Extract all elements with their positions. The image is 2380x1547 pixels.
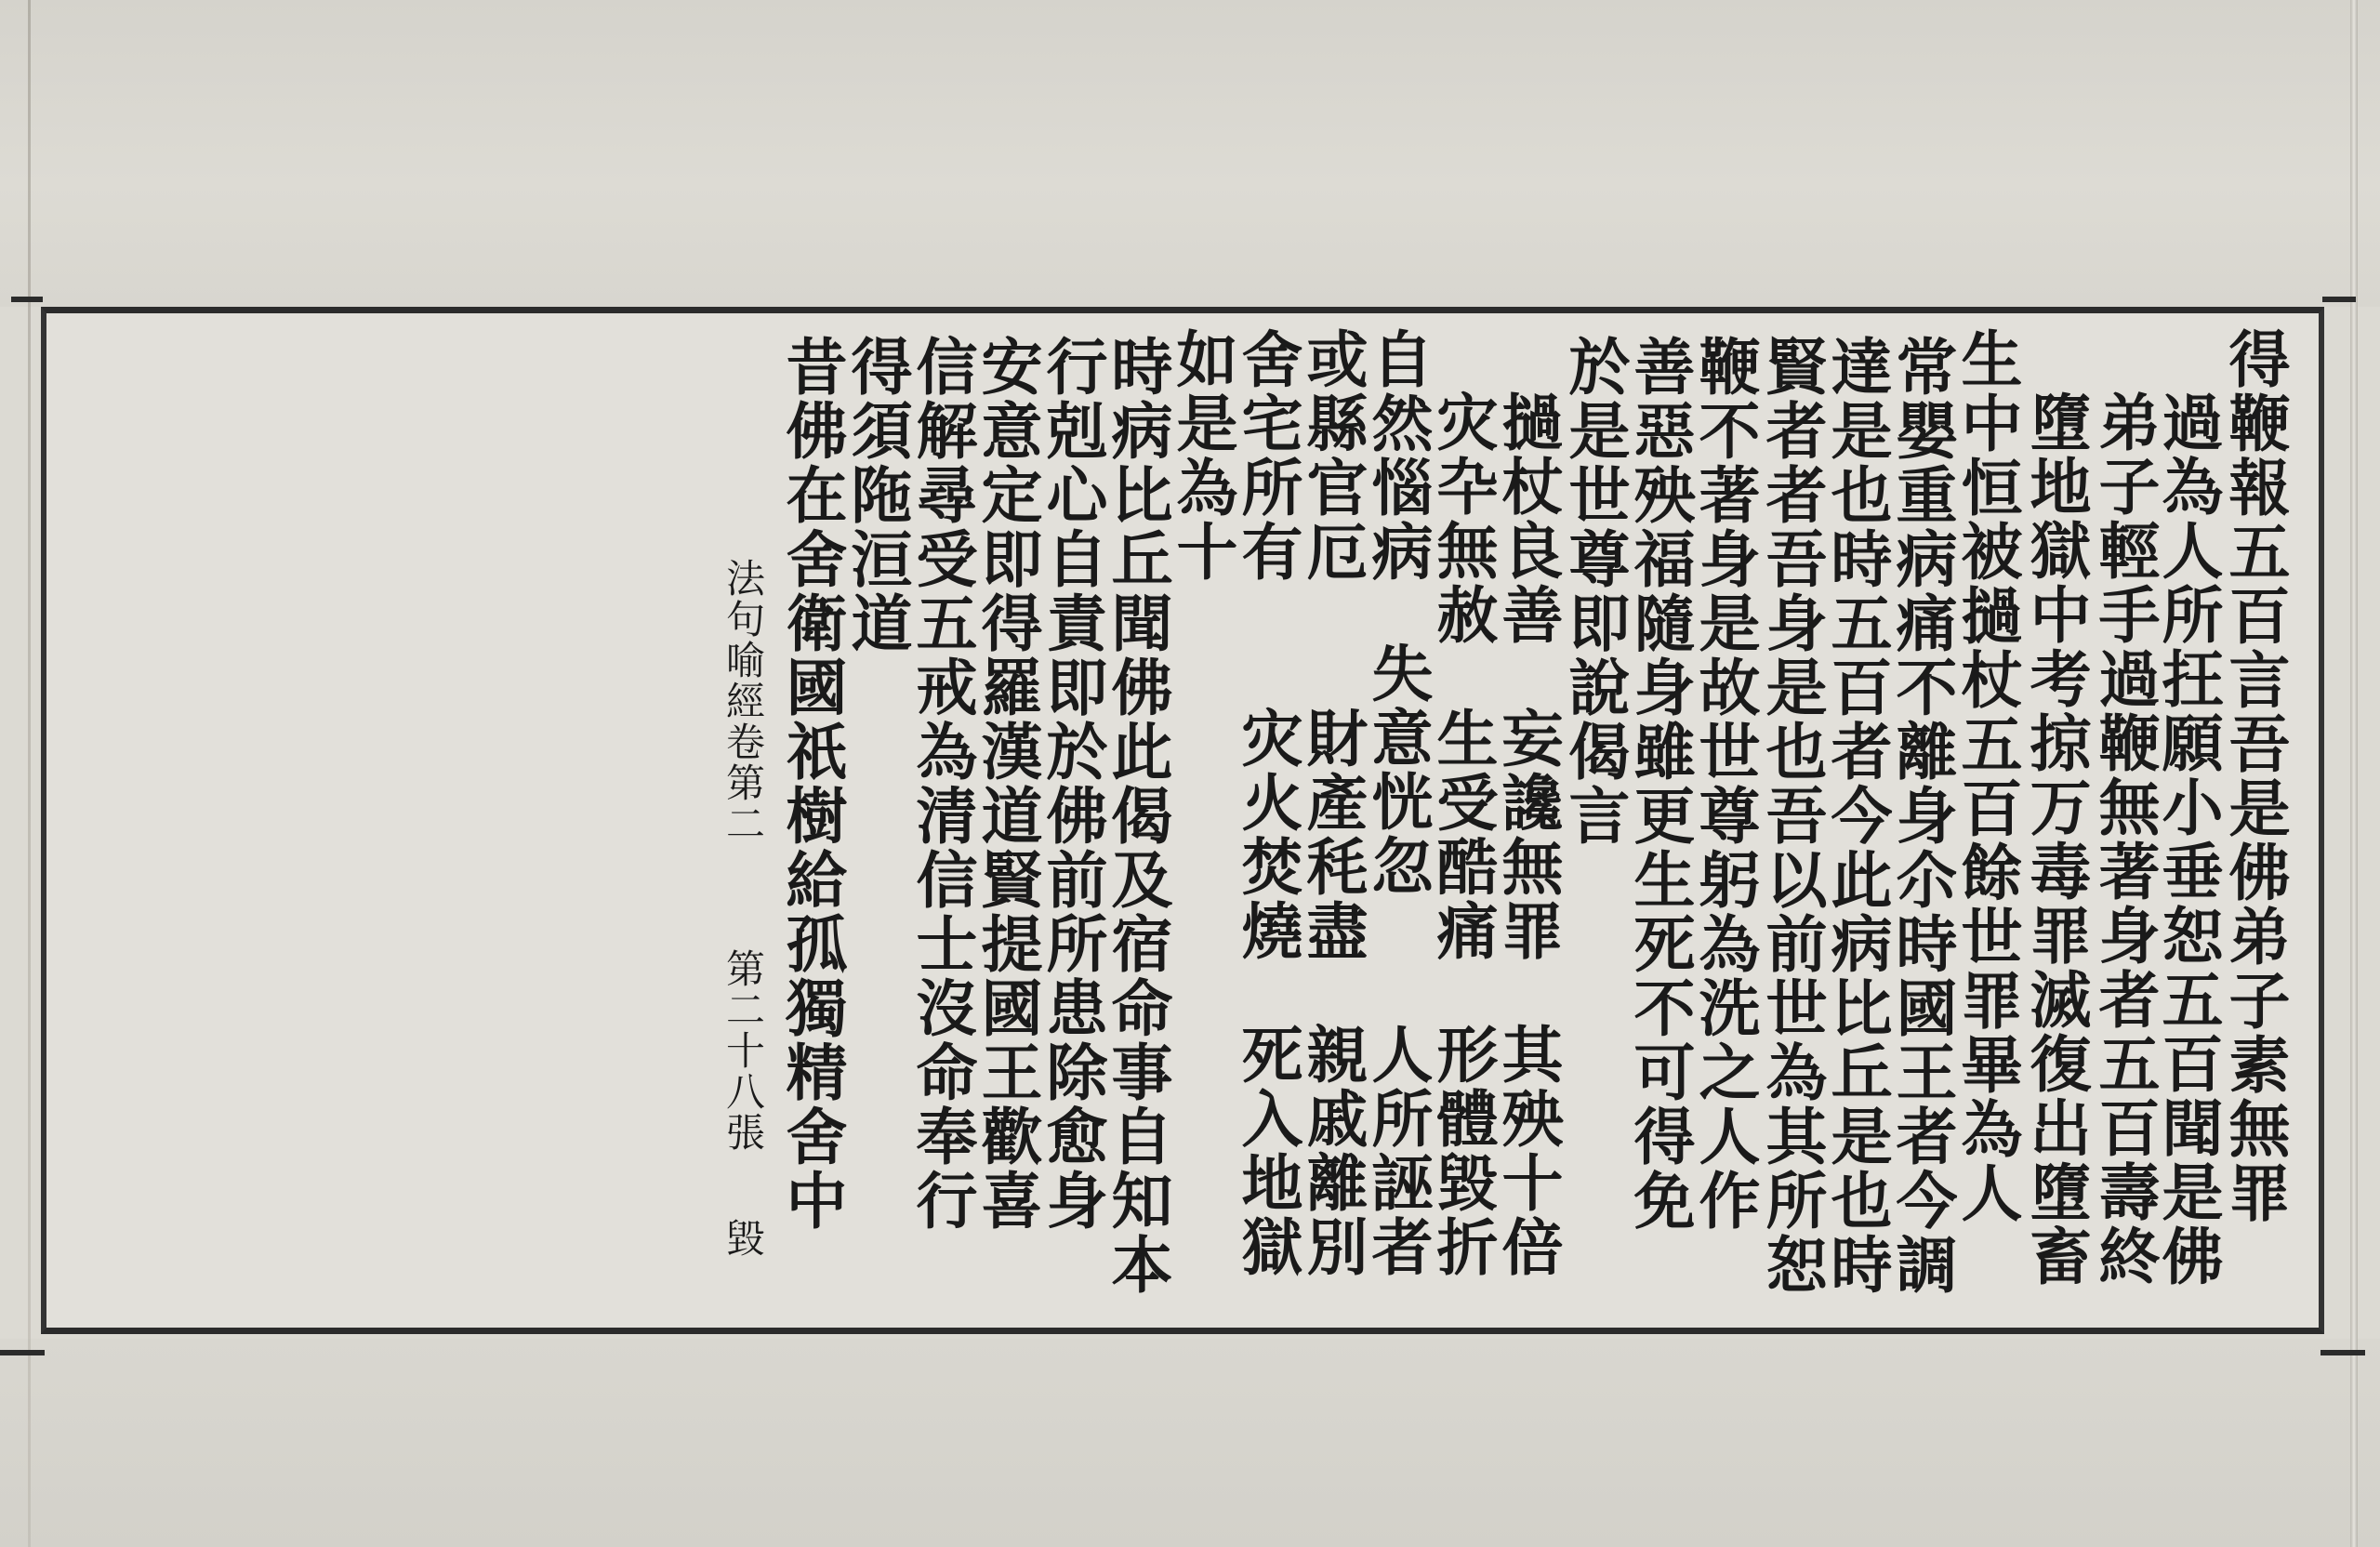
verse-line-2-c: 形體毀折 <box>1426 1023 1499 1279</box>
verse-line-5-b: 灾火焚燒 <box>1231 707 1303 963</box>
frame-corner-bottom-left <box>0 1328 45 1355</box>
margin-page-number: 第二十八張 <box>721 948 766 1153</box>
closing-column-2: 行剋心自責即於佛前所患除愈身 <box>1036 335 1108 1233</box>
verse-line-2-a: 灾卆無赦 <box>1426 390 1499 647</box>
text-column-6: 常嬰重病痛不離身尒時國王者今調 <box>1885 335 1958 1297</box>
margin-mark: 毀 <box>721 1218 766 1259</box>
left-fold-line <box>28 0 31 1547</box>
verse-line-3-c: 人所誣者 <box>1361 1023 1434 1279</box>
verse-line-5-c: 死入地獄 <box>1231 1023 1303 1279</box>
verse-line-6-a: 如是為十 <box>1166 327 1238 584</box>
closing-column-1: 時病比丘聞佛此偈及宿命事自知本 <box>1101 335 1173 1297</box>
verse-line-2-b: 生受酷痛 <box>1426 707 1499 963</box>
text-column-4: 墮地獄中考掠万毒罪滅復出墮畜 <box>2019 390 2092 1289</box>
verse-line-1-a: 撾杖良善 <box>1491 390 1564 647</box>
text-column-9: 鞭不著身是故世尊躬為洗之人作 <box>1688 335 1761 1233</box>
closing-column-3: 安意定即得羅漢道賢提國王歡喜 <box>971 335 1043 1233</box>
text-column-8: 賢者者吾身是也吾以前世為其所恕 <box>1755 335 1828 1297</box>
text-column-1: 得鞭報五百言吾是佛弟子素無罪 <box>2218 327 2291 1225</box>
verse-line-5-a: 舍宅所有 <box>1231 327 1303 584</box>
closing-column-6: 昔佛在舍衛國祇樹給孤獨精舍中 <box>775 335 848 1233</box>
text-column-3: 弟子輕手過鞭無著身者五百壽終 <box>2088 390 2161 1289</box>
verse-line-4-c: 親戚離別 <box>1296 1023 1368 1279</box>
verse-line-3-a: 自然惱病 <box>1361 327 1434 584</box>
lower-paper-margin <box>0 1339 2380 1547</box>
verse-line-1-c: 其殃十倍 <box>1491 1023 1564 1279</box>
closing-column-4: 信解尋受五戒為清信士沒命奉行 <box>906 335 978 1233</box>
text-column-2: 過為人所抂願小垂恕五百聞是佛 <box>2151 390 2224 1289</box>
upper-paper-margin <box>0 0 2380 307</box>
text-column-10: 善惡殃福隨身雖更生死不可得免 <box>1623 335 1696 1233</box>
text-column-11: 於是世尊即說偈言 <box>1558 335 1631 848</box>
verse-line-3-b: 失意恍忽 <box>1361 641 1434 898</box>
margin-sutra-title: 法句喻經卷第二 <box>721 558 766 844</box>
verse-line-1-b: 妄讒無罪 <box>1491 707 1564 963</box>
frame-corner-bottom-right <box>2320 1328 2365 1355</box>
verse-line-4-a: 或縣官厄 <box>1296 327 1368 584</box>
closing-column-5: 得須陁洹道 <box>840 335 913 655</box>
text-column-5: 生中恒被撾杖五百餘世罪畢為人 <box>1950 327 2023 1225</box>
right-fold-edge <box>2350 0 2358 1547</box>
verse-line-4-b: 財產秏盡 <box>1296 707 1368 963</box>
text-column-7: 達是也時五百者今此病比丘是也時 <box>1820 335 1893 1297</box>
